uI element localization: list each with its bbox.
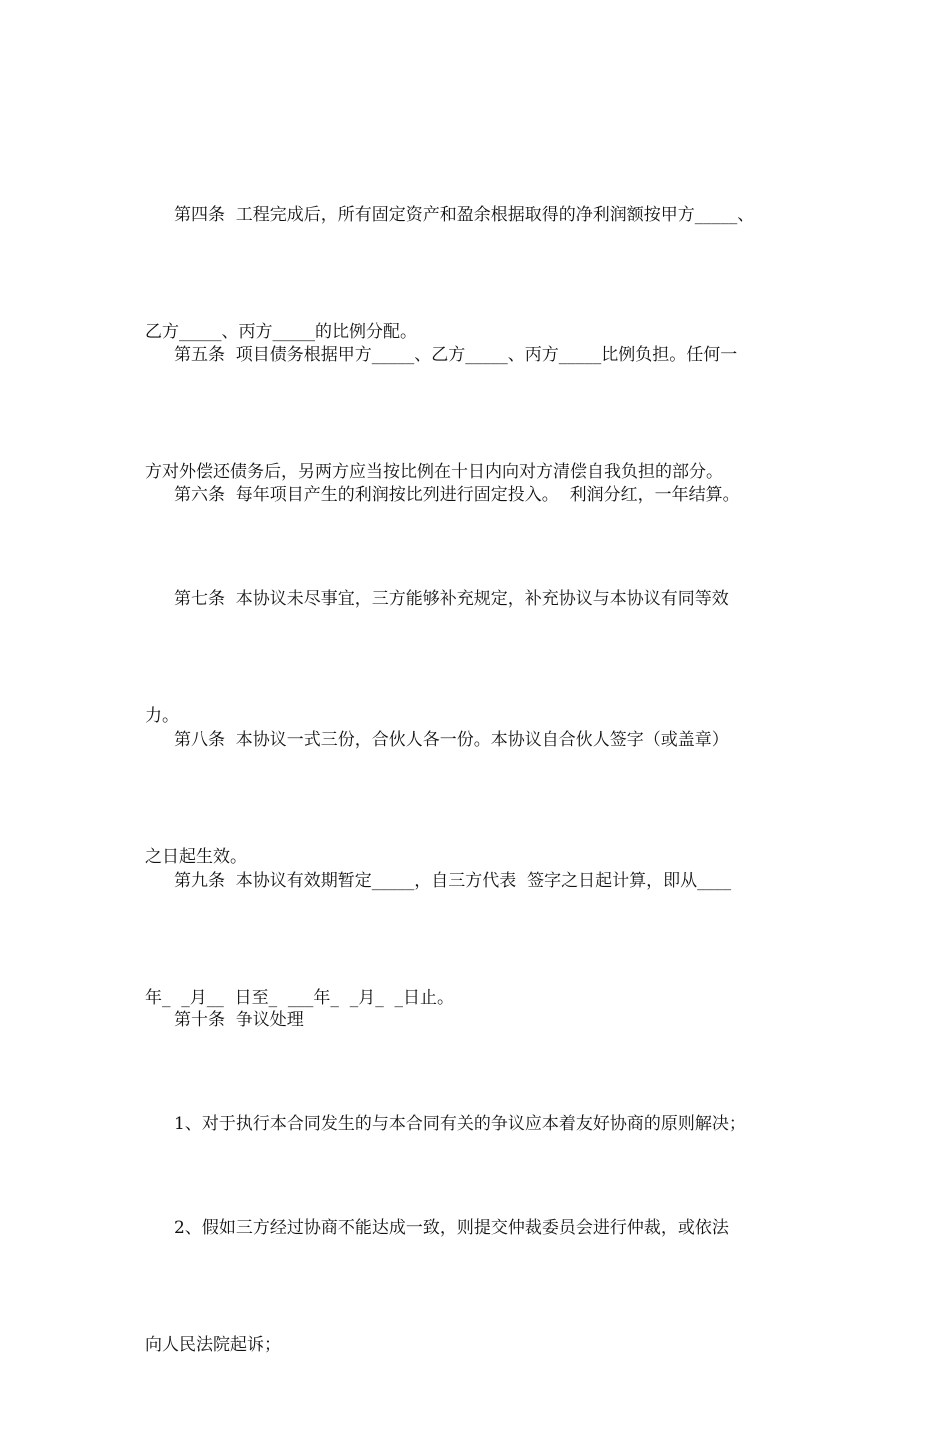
clause-8-line-2: 之日起生效。: [145, 847, 247, 867]
dispute-item-2: [145, 1131, 810, 1443]
clause-5-line-2: 方对外偿还债务后，另两方应当按比例在十日内向对方清偿自我负担的部分。: [145, 462, 723, 482]
clause-5-line-1: 第五条 项目债务根据甲方_____、乙方_____、丙方_____比例负担。任何一: [174, 345, 738, 365]
clause-8-line-1: 第八条 本协议一式三份，合伙人各一份。本协议自合伙人签字（或盖章）: [174, 730, 729, 750]
clause-7-line-1: 第七条 本协议未尽事宜，三方能够补充规定，补充协议与本协议有同等效: [174, 589, 729, 609]
dispute-item-2-line-2: 向人民法院起诉；: [145, 1335, 281, 1355]
dispute-item-2-line-1: 2、假如三方经过协商不能达成一致，则提交仲裁委员会进行仲裁，或依法: [174, 1218, 729, 1238]
clause-4-line-1: 第四条 工程完成后，所有固定资产和盈余根据取得的净利润额按甲方_____、: [174, 205, 755, 225]
clause-7-line-2: 力。: [145, 706, 179, 726]
clause-10-line-1: 第十条 争议处理: [174, 1010, 304, 1030]
clause-4-line-2: 乙方_____、丙方_____的比例分配。: [145, 322, 417, 342]
dispute-item-1-line-1: 1、对于执行本合同发生的与本合同有关的争议应本着友好协商的原则解决；: [174, 1114, 746, 1134]
clause-9-line-1: 第九条 本协议有效期暂定_____，自三方代表 签字之日起计算，即从____: [174, 871, 732, 891]
clause-9-line-2: 年_ _月__ 日至_ ___年_ _月_ _日止。: [145, 988, 455, 1008]
clause-6-line-1: 第六条 每年项目产生的利润按比列进行固定投入。 利润分红，一年结算。: [174, 485, 740, 505]
